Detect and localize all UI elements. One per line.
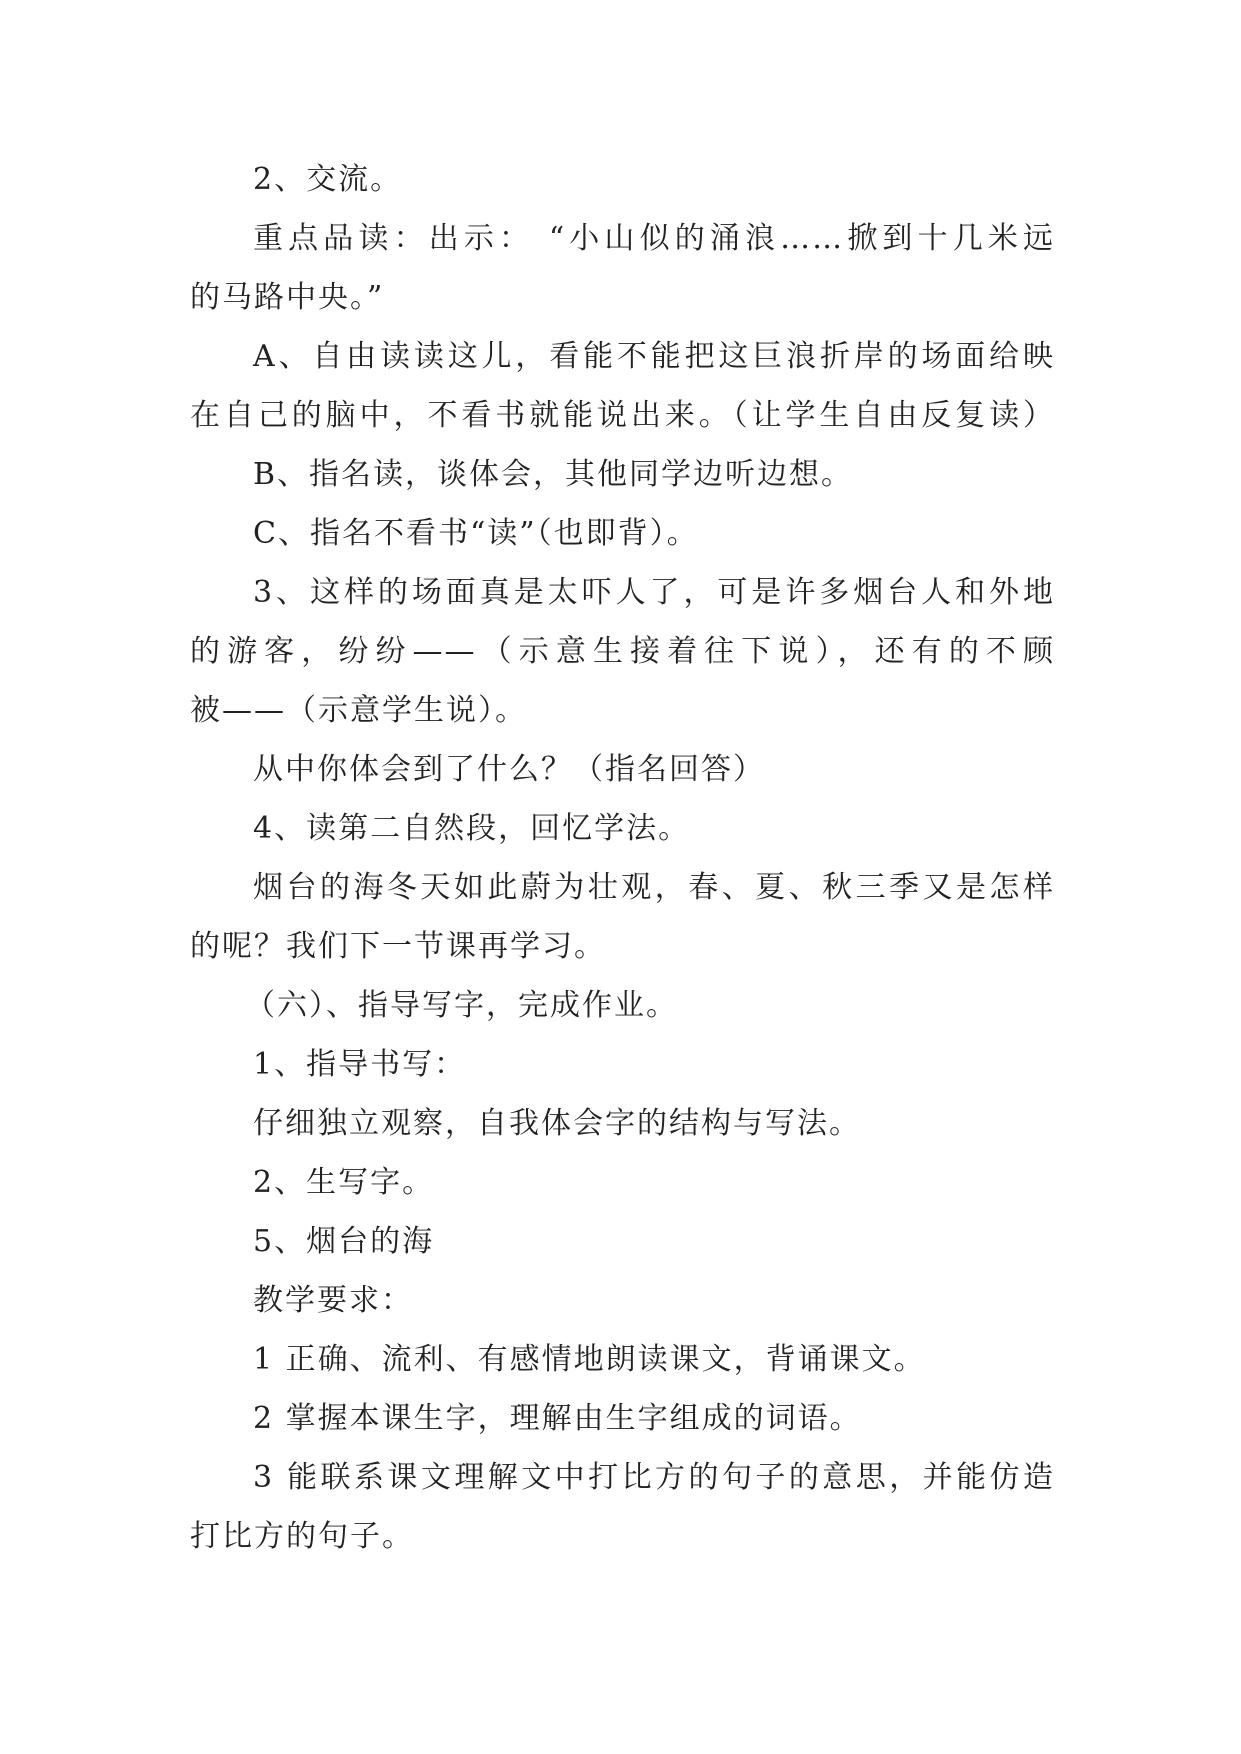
paragraph-line: 在自己的脑中，不看书就能说出来。（让学生自由反复读） [190,398,1055,433]
lesson-title: 5、烟台的海 [253,1224,435,1259]
document-body [190,150,1055,1566]
list-item-continuation: 打比方的句子。 [190,1519,414,1554]
paragraph-line: 仔细独立观察，自我体会字的结构与写法。 [253,1106,861,1141]
paragraph-line: 重点品读：出示： “小山似的涌浪……掀到十几米远 [253,221,1055,256]
paragraph-line: 1、指导书写： [253,1047,467,1082]
paragraph-line: 烟台的海冬天如此蔚为壮观，春、夏、秋三季又是怎样 [253,870,1055,905]
paragraph-line: 从中你体会到了什么？（指名回答） [253,752,765,787]
list-item: 1 正确、流利、有感情地朗读课文，背诵课文。 [253,1342,926,1377]
paragraph-line: C、指名不看书“读”（也即背）。 [253,516,699,551]
paragraph-line: 2、生写字。 [253,1165,435,1200]
list-item: 2 掌握本课生字，理解由生字组成的词语。 [253,1401,862,1436]
paragraph-line: 3、这样的场面真是太吓人了，可是许多烟台人和外地 [253,575,1055,610]
paragraph-line: B、指名读，谈体会，其他同学边听边想。 [253,457,854,492]
paragraph-line: 被——（示意学生说）。 [190,693,527,728]
section-heading: （六）、指导写字，完成作业。 [245,988,678,1023]
section-heading: 教学要求： [253,1283,413,1318]
paragraph-line: 4、读第二自然段，回忆学法。 [253,811,691,846]
paragraph-line: A、自由读读这儿，看能不能把这巨浪折岸的场面给映 [253,339,1055,374]
paragraph-line: 的马路中央。” [190,280,385,315]
paragraph-line: 2、交流。 [253,162,403,197]
list-item: 3 能联系课文理解文中打比方的句子的意思，并能仿造 [253,1460,1055,1495]
paragraph-line: 的游客，纷纷——（示意生接着往下说），还有的不顾 [190,634,1055,669]
paragraph-line: 的呢？我们下一节课再学习。 [190,929,606,964]
